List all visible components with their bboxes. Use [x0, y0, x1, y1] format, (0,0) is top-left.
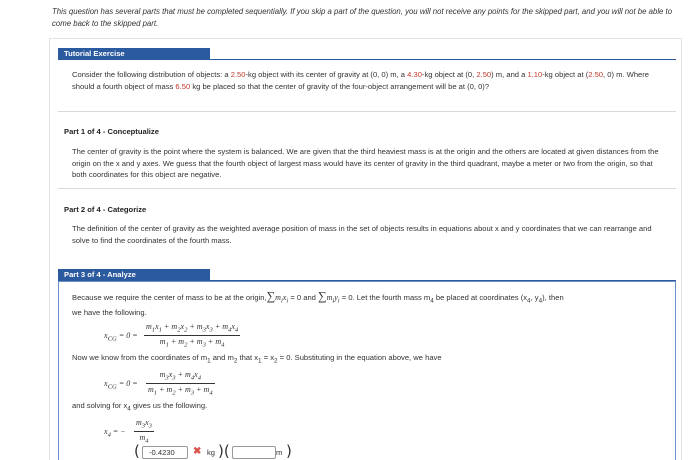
xcg-label: $x_{CG} = 0$ =: [104, 331, 138, 343]
mass2-value: 4.30: [407, 70, 422, 79]
close-paren: ): [286, 442, 292, 460]
problem-statement: Consider the following distribution of objects: a 2.50-kg object with its center of gravity at (0, 0) m, a 4.30-kg object at (0, 2.50) m, and a 1.10-kg object at (2.50, 0) m. Where should a fourth object of mass 6.50 kg be placed so that the center of gravity of the four-object arrangement will be at (0, 0)?: [72, 70, 650, 91]
incorrect-x-icon: ✖: [193, 446, 202, 457]
tutorial-header-line: [210, 59, 676, 60]
divider: [58, 188, 676, 189]
open-paren: (: [134, 442, 140, 460]
x4-label: $x_4$ = −: [104, 427, 126, 439]
xcg-label-2: $x_{CG} = 0$ =: [104, 379, 138, 391]
part2-title: Part 2 of 4 - Categorize: [64, 205, 147, 214]
part3-header: Part 3 of 4 - Analyze: [58, 269, 210, 281]
analyze-intro: Because we require the center of mass to be at the $origin,\sum m_ix_i = 0$ and $\sum m_iy_i = 0$. Let the fourth mass $m_4$ be placed at coordinates ($x_4$, $y_4$), then we have the following.: [72, 289, 564, 318]
unit-kg: kg: [207, 448, 216, 457]
part2-text: The definition of the center of gravity as the weighted average position of mass in the set of objects results in equations about x and y coordinates that we can rearrange and solve to find the coordinates of the fourth mass.: [72, 224, 652, 245]
mass4-value: 6.50: [175, 81, 191, 91]
part1-title: Part 1 of 4 - Conceptualize: [64, 127, 159, 136]
solving-text: and solving for $x_4$ gives us the following.: [72, 401, 208, 413]
xcg-fraction-2: $\frac{m_3x_3 + m_4x_4}{m_1 + m_2 + m_3 + m_4}$: [148, 370, 213, 397]
answer-input[interactable]: [142, 446, 188, 459]
substitution-text: Now we know from the coordinates of $m_1$ and $m_2$ that $x_1 = x_2 = 0$. Substituting in the equation above, we have: [72, 353, 442, 365]
unit-m: m: [276, 448, 283, 457]
xcg-fraction: $\frac{m_1x_1 + m_2x_2 + m_3x_3 + m_4x_4}{m_1 + m_2 + m_3 + m_4}$: [146, 322, 239, 349]
mass3-value: 1.10: [527, 70, 543, 79]
part1-text: The center of gravity is the point where the system is balanced. We are given that the third heaviest mass is at the origin and the others are located at given distances from the origin on the x and y axes. We guess that the fourth object of largest mass would have its center of gravity in the third quadrant, maybe a meter or two from the origin, so that both coordinates for this object are negative.: [72, 147, 659, 179]
close-open-paren: )(: [218, 442, 230, 460]
y2-value: 2.50: [476, 70, 492, 79]
mass1-value: 2.50: [230, 70, 246, 79]
x3-value: 2.50: [588, 70, 604, 79]
tutorial-header: Tutorial Exercise: [58, 48, 210, 60]
divider: [58, 111, 676, 112]
second-input[interactable]: [232, 446, 276, 459]
instructions-text: This question has several parts that must be completed sequentially. If you skip a part of the question, you will not receive any points for the skipped part, and you will not be able to come back to the skipped part.: [52, 7, 673, 28]
x4-fraction: $\frac{m_3x_3}{m_4}$: [136, 418, 152, 445]
